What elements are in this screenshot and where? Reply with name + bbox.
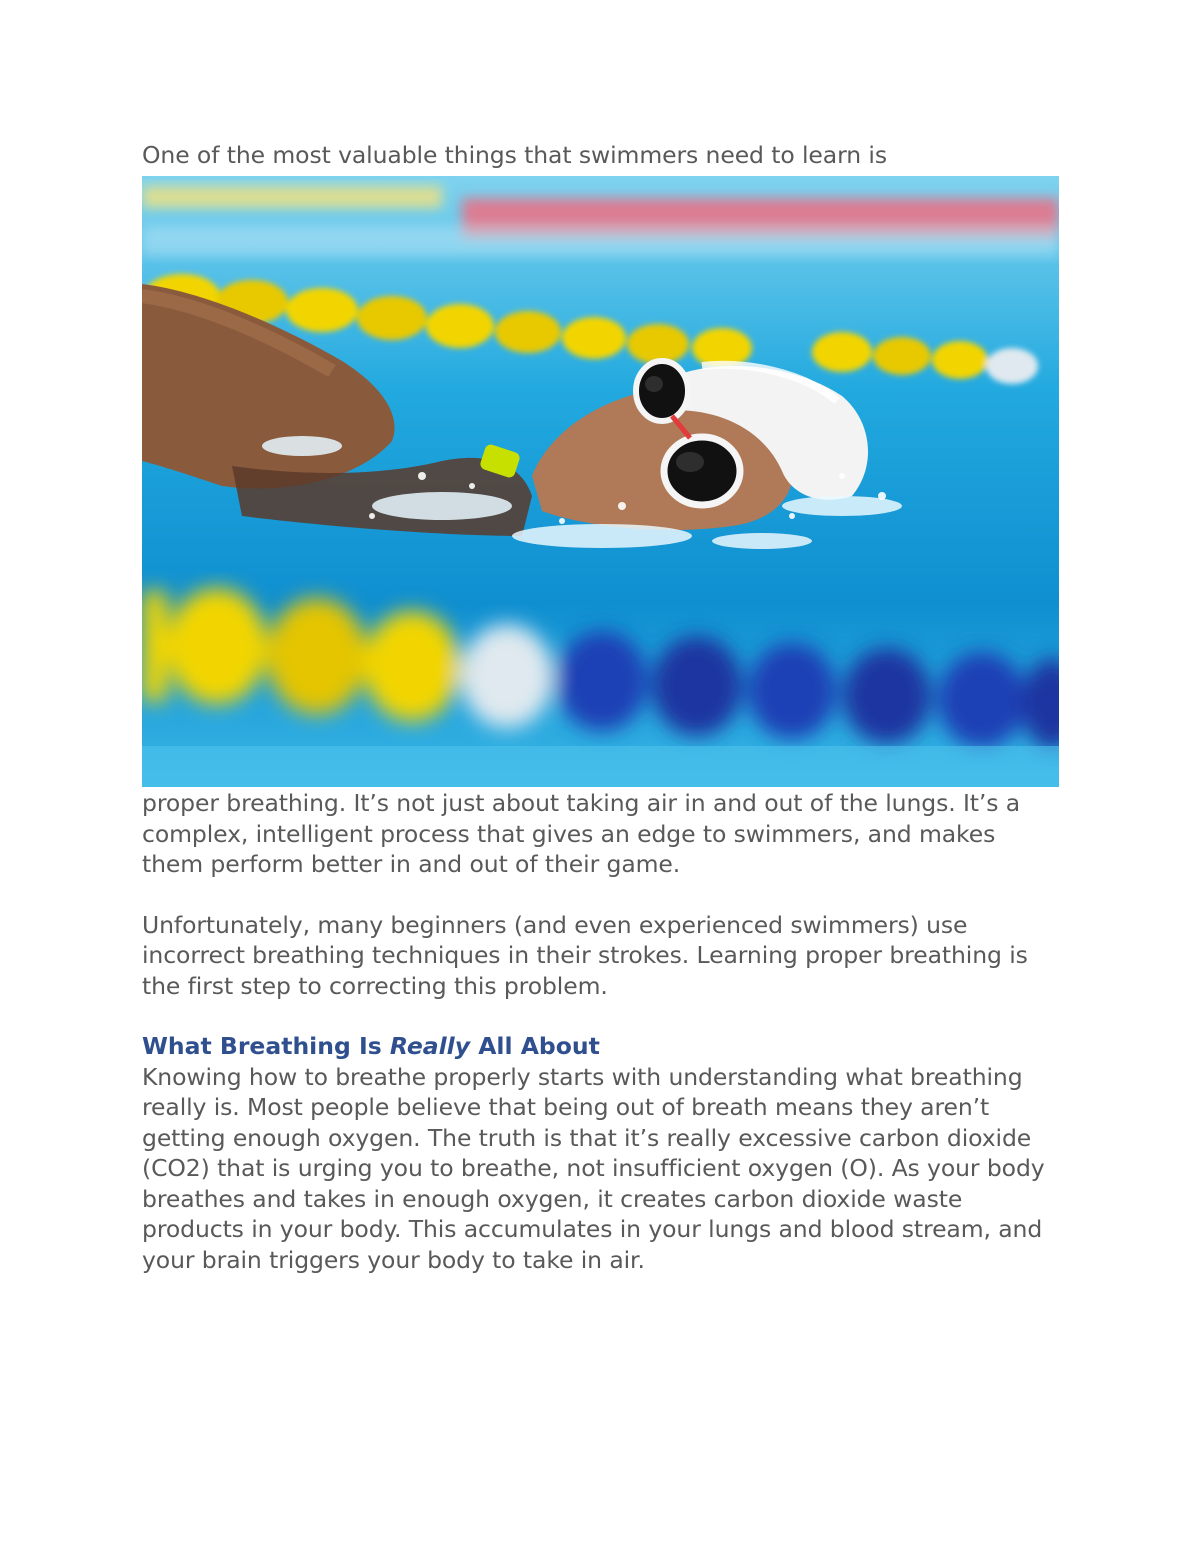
paragraph-2: Unfortunately, many beginners (and even experienced swimmers) use incorrect breathing techniques in their strokes. Learning proper breathing is the first step to correcting this problem. (142, 910, 1028, 1000)
heading-text-after: All About (470, 1032, 600, 1060)
intro-text: One of the most valuable things that swimmers need to learn is (142, 141, 887, 169)
section-heading (142, 1031, 1062, 1062)
heading-emphasis: Really (389, 1032, 471, 1060)
paragraph-1: proper breathing. It’s not just about taking air in and out of the lungs. It’s a complex, intelligent process that gives an edge to swimmers, and makes them perform better in and out of their game. (142, 789, 1021, 878)
swimmer-photo (142, 176, 1059, 787)
document-page (142, 140, 1062, 1275)
paragraph-3: Knowing how to breathe properly starts with understanding what breathing really is. Most people believe that being out of breath means they aren’t getting enough oxygen. The truth is that it’s really excessive carbon dioxide (CO2) that is urging you to breathe, not insufficient oxygen (O). As your body breathes and takes in enough oxygen, it creates carbon dioxide waste products in your body. This accumulates in your lungs and blood stream, and your brain triggers your body to take in air. (142, 1062, 1045, 1274)
heading-text-before: What Breathing Is (142, 1032, 390, 1060)
